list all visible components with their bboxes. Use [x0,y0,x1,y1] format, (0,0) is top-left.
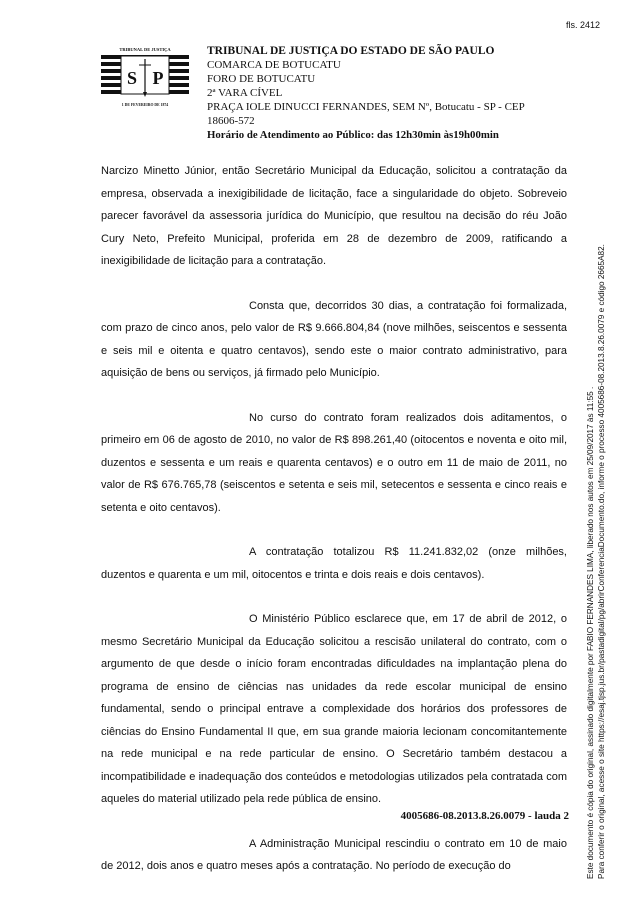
address: PRAÇA IOLE DINUCCI FERNANDES, SEM Nº, Botucatu - SP - CEP [207,101,525,113]
court-seal-icon [101,45,189,109]
court-header [207,44,567,142]
paragraph: O Ministério Público esclarece que, em 17 de abril de 2012, o mesmo Secretário Municipal da Educação solicitou a rescisão unilateral do contrato, com o argumento de que desde o início foram encontradas dificuldades na implantação plena do programa de ensino de ciências nas unidades da rede escolar municipal de ensino fundamental, sendo o principal entrave a complexidade dos horários dos professores de ciências do Ensino Fundamental II que, em sua grande maioria lecionam concomitantemente na rede municipal e na rede particular de ensino. O Secretário também destacou a incompatibilidade e inadequação dos conteúdos e metodologias utilizados pela contratada com aqueles do material utilizado pela rede pública de ensino. [101,613,567,805]
office-hours: Horário de Atendimento ao Público: das 12h30min às19h00min [207,129,499,141]
svg-text:1 DE FEVEREIRO DE 1874: 1 DE FEVEREIRO DE 1874 [121,103,169,107]
svg-text:P: P [152,68,164,88]
verification-line: Para conferir o original, acesse o site https://esaj.tjsp.jus.br/pastadigital/pg/abrirConferenciaDocumento.do, informe o processo 4005686-08.2013.8.26.0079 e código 2665A82. [597,244,606,879]
paragraph: Consta que, decorridos 30 dias, a contratação foi formalizada, com prazo de cinco anos, pelo valor de R$ 9.666.804,84 (nove milhões, seiscentos e sessenta e seis mil e oitenta e quatro centavos), sendo este o maior contrato administrativo, para aquisição de bens ou serviços, já firmado pelo Município. [101,299,567,379]
digital-signature-note [585,9,607,879]
court-logo [101,45,189,109]
process-footer: 4005686-08.2013.8.26.0079 - lauda 2 [400,810,569,822]
signature-line: Este documento é cópia do original, assinado digitalmente por FABIO FERNANDES LIMA, liberado nos autos em 25/09/2017 às 11:55 . [586,386,595,879]
comarca: COMARCA DE BOTUCATU [207,59,341,71]
document-body [101,160,567,900]
svg-text:S: S [126,68,138,88]
vara: 2ª VARA CÍVEL [207,87,283,99]
paragraph: A Administração Municipal rescindiu o contrato em 10 de maio de 2012, dois anos e quatro meses após a contratação. No período de execução do [101,837,567,872]
paragraph: Narcizo Minetto Júnior, então Secretário Municipal da Educação, solicitou a contratação da empresa, observada a inexigibilidade de licitação, face a singularidade do objeto. Sobreveio parecer favorável da assessoria jurídica do Município, que resultou na decisão do réu João Cury Neto, Prefeito Municipal, proferida em 28 de dezembro de 2009, ratificando a inexigibilidade de licitação para a contratação. [101,165,567,267]
svg-text:TRIBUNAL DE JUSTIÇA: TRIBUNAL DE JUSTIÇA [119,47,171,52]
paragraph: A contratação totalizou R$ 11.241.832,02 (onze milhões, duzentos e quarenta e um mil, oitocentos e trinta e dois reais e dois centavos). [101,546,567,581]
foro: FORO DE BOTUCATU [207,73,316,85]
court-name: TRIBUNAL DE JUSTIÇA DO ESTADO DE SÃO PAULO [207,45,495,57]
paragraph: No curso do contrato foram realizados dois aditamentos, o primeiro em 06 de agosto de 2010, no valor de R$ 898.261,40 (oitocentos e noventa e oito mil, duzentos e sessenta e um reais e quarenta centavos) e o outro em 11 de maio de 2011, no valor de R$ 676.765,78 (seiscentos e setenta e seis mil, setecentos e sessenta e cinco reais e setenta e oito centavos). [101,411,567,514]
page-number: fls. 2412 [566,20,601,30]
cep: 18606-572 [207,115,255,127]
